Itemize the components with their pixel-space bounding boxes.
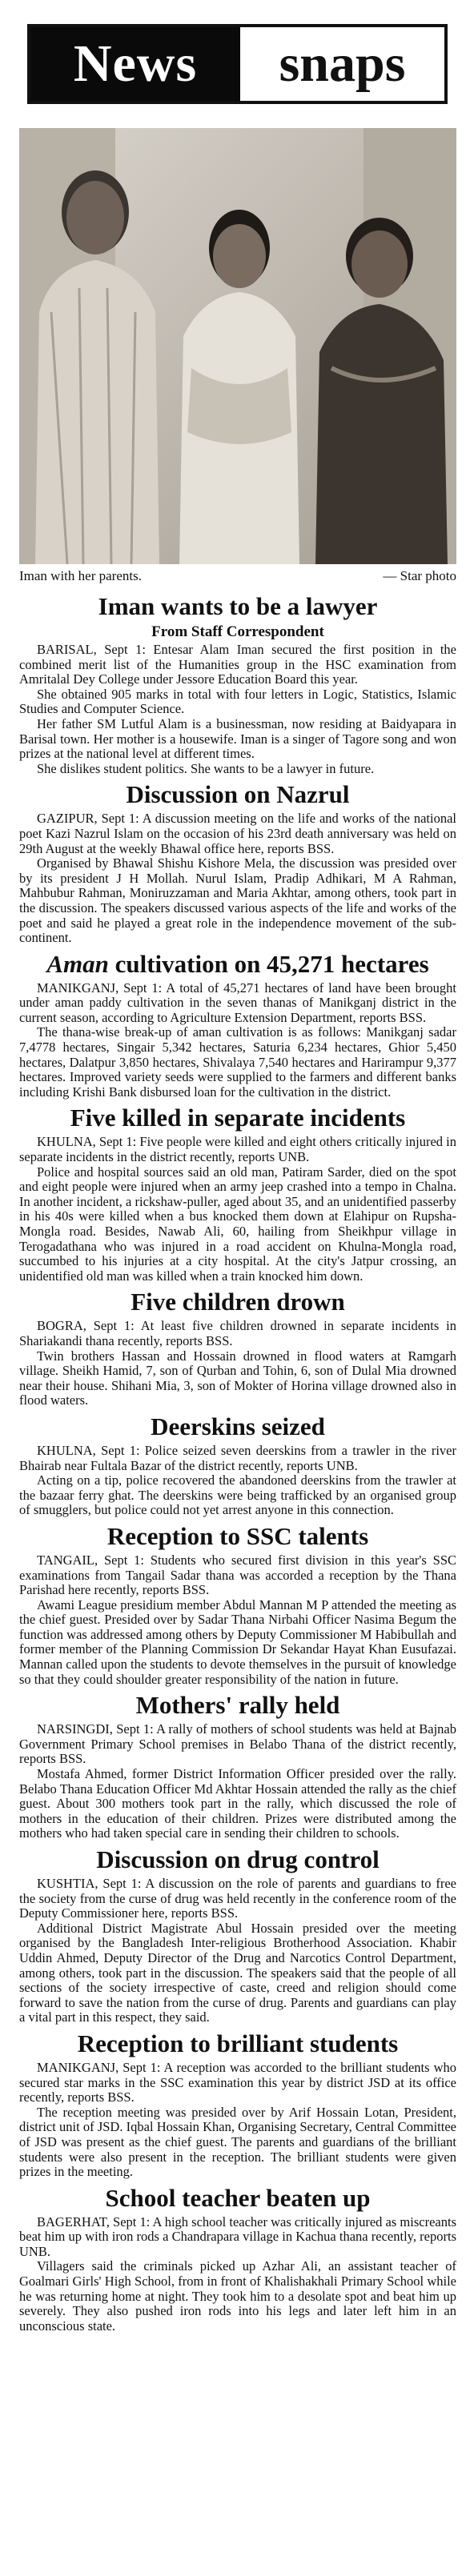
article-mothers-rally	[19, 1690, 456, 1841]
article-paragraph: Organised by Bhawal Shishu Kishore Mela, the discussion was presided over by its president J H Mollah. Nurul Islam, Pradip Adhikari, M A Rahman, Mahbubur Rahman, Moniruzzaman and Maria Akhtar, among others, took part in the discussion. The speakers discussed various aspects of the life and works of the poet and said he played a great role in the independence movement of the sub-continent.	[19, 855, 456, 946]
headline: Discussion on drug control	[96, 1845, 380, 1873]
article-children-drown	[19, 1287, 456, 1408]
headline-rest: cultivation on 45,271 hectares	[108, 949, 429, 978]
article-paragraph: MANIKGANJ, Sept 1: A reception was accorded to the brilliant students who secured star marks in the SSC examination this year by district JSD at its office recently, reports BSS.	[19, 2059, 456, 2105]
article-paragraph: Mostafa Ahmed, former District Information Officer presided over the rally. Belabo Thana Education Officer Md Akhtar Hossain attended the rally as the chief guest. About 300 mothers took part in the rally, which discussed the role of mothers in the education of their children. Prizes were distributed among the mothers who had taken special care in sending their children to schools.	[19, 1766, 456, 1841]
photo-caption: Iman with her parents.	[19, 568, 142, 583]
byline: From Staff Correspondent	[151, 623, 324, 640]
headline: Five children drown	[131, 1288, 345, 1316]
article-brilliant-students	[19, 2029, 456, 2180]
article-paragraph: BARISAL, Sept 1: Entesar Alam Iman secured the first position in the combined merit list of the Humanities group in the HSC examination from Amritalal Dey College under Jessore Education Board this year.	[19, 642, 456, 687]
headline: Deerskins seized	[151, 1412, 325, 1440]
article-paragraph: MANIKGANJ, Sept 1: A total of 45,271 hectares of land have been brought under aman paddy cultivation in the seven thanas of Manikganj district in the current season, according to Agriculture Extension Department, reports BSS.	[19, 980, 456, 1025]
masthead-news: News	[30, 27, 240, 101]
article-paragraph: Additional District Magistrate Abul Hossain presided over the meeting organised by the Bangladesh Inter-religious Brotherhood Association. Khabir Uddin Ahmed, Deputy Director of the Drug and Narcotics Control Department, among others, took part in the discussion. The speakers said that the people of all sections of the society irrespective of caste, creed and religion should come forward to save the nation from the curse of drug. Parents and guardians can play a vital part in this respect, they said.	[19, 1920, 456, 2025]
article-paragraph: She obtained 905 marks in total with four letters in Logic, Statistics, Islamic Studies and Computer Science.	[19, 686, 456, 717]
headline: Iman wants to be a lawyer	[98, 592, 378, 620]
article-paragraph: The thana-wise break-up of aman cultivation is as follows: Manikganj sadar 7,4778 hectares, Singair 5,342 hectares, Saturia 6,234 hectares, Ghior 5,450 hectares, Dalatpur 3,850 hectares, Shivalaya 7,540 hectares and Harirampur 9,377 hectares. Improved variety seeds were supplied to the farmers and different banks including Krishi Bank disbursed loan for the cultivation in the district.	[19, 1024, 456, 1100]
article-paragraph: KHULNA, Sept 1: Police seized seven deerskins from a trawler in the river Bhairab near Fultala Bazar of the district recently, reports UNB.	[19, 1442, 456, 1473]
photo-caption-row	[19, 568, 456, 584]
family-photo	[19, 128, 456, 564]
photo-credit: — Star photo	[383, 568, 456, 583]
article-five-killed	[19, 1103, 456, 1284]
headline	[19, 949, 456, 980]
article-paragraph: The reception meeting was presided over by Arif Hossain Lotan, President, district unit of JSD. Iqbal Hossain Khan, Organising Secretary, Central Committee of JSD was present as the chief guest. The parents and guardians of the brilliant students were also present in the reception. The brilliant students were given prizes in the meeting.	[19, 2104, 456, 2180]
article-aman	[19, 949, 456, 1100]
headline: School teacher beaten up	[105, 2183, 371, 2212]
article-nazrul	[19, 779, 456, 945]
article-deerskins	[19, 1412, 456, 1518]
article-paragraph: Acting on a tip, police recovered the abandoned deerskins from the trawler at the bazaar ferry ghat. The deerskins were being trafficked by an organised group of smugglers, but police could not yet arrest anyone in this connection.	[19, 1472, 456, 1518]
article-paragraph: Awami League presidium member Abdul Mannan M P attended the meeting as the chief guest. Presided over by Sadar Thana Nirbahi Officer Nasima Begum the function was addressed among others by Deputy Commissioner M Habibullah and former member of the Planning Commission Dr Sekandar Hayat Khan Eusufazai. Mannan called upon the students to devote themselves in the pursuit of knowledge so that they could shoulder greater responsibility of the nation in future.	[19, 1596, 456, 1687]
headline: Five killed in separate incidents	[70, 1104, 406, 1132]
headline: Reception to brilliant students	[77, 2029, 399, 2057]
article-paragraph: Her father SM Lutful Alam is a businessman, now residing at Baidyapara in Barisal town. Her mother is a housewife. Iman is a singer of Tagore song and won prizes at the national level at different times.	[19, 715, 456, 762]
headline-italic: Aman	[46, 949, 109, 978]
article-paragraph: BOGRA, Sept 1: At least five children drowned in separate incidents in Shariakandi thana recently, reports BSS.	[19, 1318, 456, 1348]
article-paragraph: Twin brothers Hassan and Hossain drowned in flood waters at Ramgarh village. Sheikh Hamid, 7, son of Qurban and Tohin, 6, son of Dulal Mia drowned near their house. Shihani Mia, 3, son of Mokter of Horina village drowned also in flood waters.	[19, 1348, 456, 1408]
headline: Reception to SSC talents	[106, 1521, 369, 1550]
headline: Mothers' rally held	[135, 1691, 340, 1720]
articles-column	[19, 588, 456, 2337]
article-paragraph: BAGERHAT, Sept 1: A high school teacher was critically injured as miscreants beat him up with iron rods a Chandrapara village in Kachua thana recently, reports UNB.	[19, 2213, 456, 2259]
article-iman	[19, 591, 456, 776]
article-paragraph: Police and hospital sources said an old man, Patiram Sarder, died on the spot and eight people were injured when an army jeep crashed into a tempo in Chalna. In another incident, a rickshaw-puller, aged about 35, and an unidentified passerby in his 40s were killed when a bus knocked them down at Elahipur on Rupsha-Mongla road. Besides, Nawab Ali, 60, hailing from Sheikhpur village in Terogadathana who was injured in a road accident on Khulna-Mongla road, succumbed to his injuries at a city hospital. At the city's Jatpur crossing, an unidentified old man was killed when a train knocked him down.	[19, 1164, 456, 1284]
article-paragraph: KHULNA, Sept 1: Five people were killed and eight others critically injured in separate incidents in the district recently, reports UNB.	[19, 1134, 456, 1165]
family-photo-image	[19, 128, 456, 564]
article-paragraph: KUSHTIA, Sept 1: A discussion on the role of parents and guardians to free the society from the curse of drug was held recently in the conference room of the Deputy Commissioner here, reports BSS.	[19, 1876, 456, 1921]
article-paragraph: Villagers said the criminals picked up Azhar Ali, an assistant teacher of Goalmari Girls' High School, from in front of Khalishakhali Primary School while he was returning home at night. They took him to a desolate spot and beat him up severely. They also pushed iron rods into his legs and later left him in an unconscious state.	[19, 2258, 456, 2334]
article-paragraph: GAZIPUR, Sept 1: A discussion meeting on the life and works of the national poet Kazi Nazrul Islam on the occasion of his 23rd death anniversary was held on 29th August at the weekly Bhawal office here, reports BSS.	[19, 811, 456, 856]
headline: Discussion on Nazrul	[126, 780, 350, 809]
masthead	[27, 24, 448, 104]
article-paragraph: TANGAIL, Sept 1: Students who secured first division in this year's SSC examinations from Tangail Sadar thana was accorded a reception by the Thana Parishad here recently, reports BSS.	[19, 1552, 456, 1598]
article-teacher-beaten	[19, 2183, 456, 2334]
article-ssc-talents	[19, 1521, 456, 1687]
masthead-snaps: snaps	[279, 34, 406, 93]
article-drug-control	[19, 1845, 456, 2025]
article-paragraph: NARSINGDI, Sept 1: A rally of mothers of school students was held at Bajnab Government Primary School premises in Belabo Thana of the district recently, reports BSS.	[19, 1721, 456, 1767]
article-paragraph: She dislikes student politics. She wants to be a lawyer in future.	[37, 760, 375, 776]
